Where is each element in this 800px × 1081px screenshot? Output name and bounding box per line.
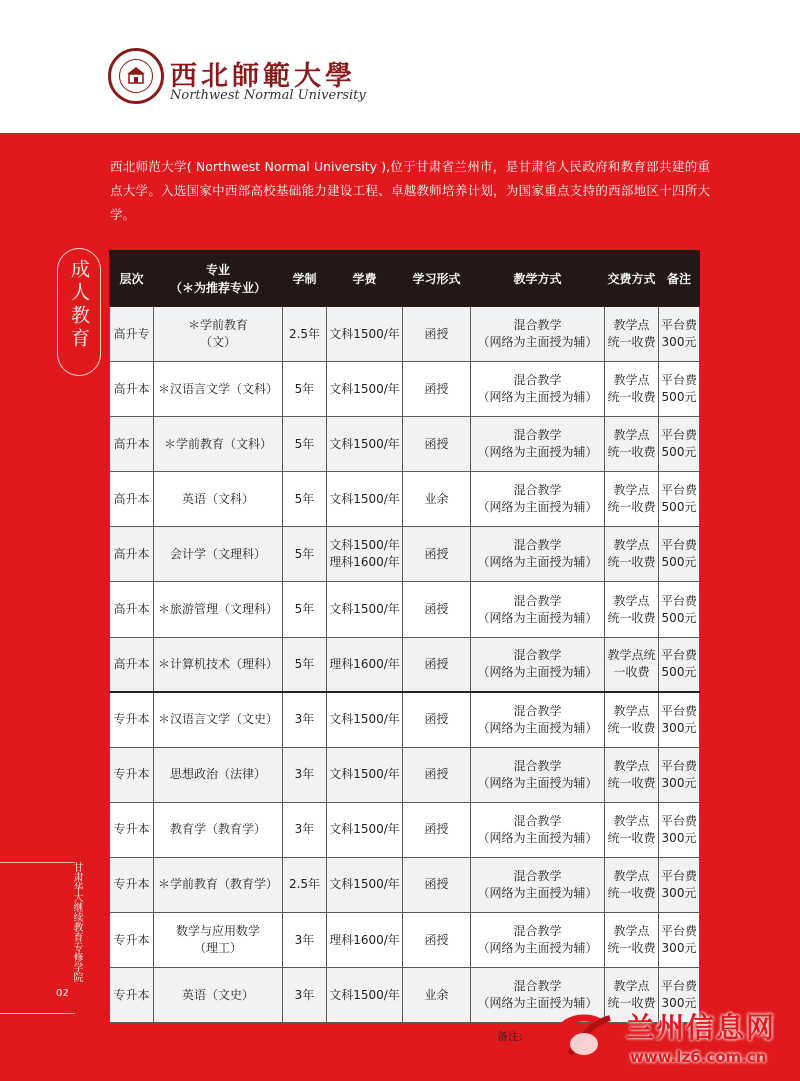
cell-study-form: 函授	[403, 307, 471, 362]
cell-teaching-mode: 混合教学 （网络为主面授为辅）	[471, 472, 605, 527]
cell-duration: 5年	[283, 527, 327, 582]
table-row	[110, 307, 700, 362]
cell-study-form: 函授	[403, 527, 471, 582]
cell-study-form: 函授	[403, 913, 471, 968]
cell-major: ＊旅游管理（文理科）	[154, 582, 283, 637]
cell-tuition: 文科1500/年	[327, 472, 403, 527]
cell-major: 英语（文史）	[154, 968, 283, 1023]
cell-study-form: 函授	[403, 692, 471, 747]
cell-payment: 教学点 统一收费	[605, 857, 659, 912]
cell-duration: 5年	[283, 472, 327, 527]
cell-major: ＊学前教育 （文）	[154, 307, 283, 362]
cell-tuition: 文科1500/年	[327, 802, 403, 857]
cell-level: 专升本	[110, 857, 154, 912]
section-badge	[57, 248, 101, 376]
cell-remarks: 平台费 300元	[659, 913, 700, 968]
section-badge-label: 成人教育	[68, 259, 90, 351]
table-row	[110, 582, 700, 637]
cell-remarks: 平台费 300元	[659, 692, 700, 747]
table-row	[110, 913, 700, 968]
cell-level: 专升本	[110, 913, 154, 968]
cell-study-form: 函授	[403, 417, 471, 472]
program-table	[109, 250, 700, 1023]
university-logo-en: Northwest Normal University	[170, 88, 366, 103]
cell-payment: 教学点 统一收费	[605, 913, 659, 968]
cell-level: 高升本	[110, 472, 154, 527]
cell-major: ＊计算机技术（理科）	[154, 637, 283, 692]
cell-payment: 教学点 统一收费	[605, 307, 659, 362]
cell-teaching-mode: 混合教学 （网络为主面授为辅）	[471, 747, 605, 802]
cell-remarks: 平台费 500元	[659, 362, 700, 417]
cell-remarks: 平台费 500元	[659, 472, 700, 527]
cell-duration: 2.5年	[283, 857, 327, 912]
cell-level: 高升本	[110, 637, 154, 692]
cell-teaching-mode: 混合教学 （网络为主面授为辅）	[471, 637, 605, 692]
cell-study-form: 函授	[403, 582, 471, 637]
cell-teaching-mode: 混合教学 （网络为主面授为辅）	[471, 913, 605, 968]
cell-duration: 5年	[283, 637, 327, 692]
header-tuition: 学费	[327, 251, 403, 307]
cell-payment: 教学点 统一收费	[605, 747, 659, 802]
side-vertical-text: 甘肃华大继续教育专修学院	[71, 862, 82, 982]
table-row	[110, 747, 700, 802]
cell-tuition: 理科1600/年	[327, 637, 403, 692]
side-divider-bottom	[0, 1013, 75, 1014]
cell-teaching-mode: 混合教学 （网络为主面授为辅）	[471, 802, 605, 857]
cell-remarks: 平台费 500元	[659, 637, 700, 692]
table-header-row	[110, 251, 700, 307]
cell-remarks: 平台费 300元	[659, 747, 700, 802]
table-row	[110, 857, 700, 912]
cell-study-form: 业余	[403, 968, 471, 1023]
cell-level: 高升专	[110, 307, 154, 362]
header-level: 层次	[110, 251, 154, 307]
cell-level: 高升本	[110, 362, 154, 417]
header-duration: 学制	[283, 251, 327, 307]
program-table-container	[109, 250, 699, 1020]
header-band	[0, 0, 800, 133]
page-number: 02	[56, 988, 69, 999]
cell-remarks: 平台费 300元	[659, 857, 700, 912]
cell-major: 数学与应用数学 （理工）	[154, 913, 283, 968]
cell-major: ＊学前教育（教育学）	[154, 857, 283, 912]
table-body	[110, 307, 700, 1023]
header-teaching-mode: 教学方式	[471, 251, 605, 307]
cell-level: 专升本	[110, 692, 154, 747]
cell-teaching-mode: 混合教学 （网络为主面授为辅）	[471, 527, 605, 582]
cell-major: 会计学（文理科）	[154, 527, 283, 582]
cell-tuition: 文科1500/年	[327, 417, 403, 472]
cell-tuition: 文科1500/年	[327, 857, 403, 912]
cell-payment: 教学点 统一收费	[605, 472, 659, 527]
cell-duration: 3年	[283, 692, 327, 747]
cell-remarks: 平台费 300元	[659, 802, 700, 857]
cell-tuition: 文科1500/年 理科1600/年	[327, 527, 403, 582]
cell-level: 专升本	[110, 968, 154, 1023]
cell-tuition: 文科1500/年	[327, 968, 403, 1023]
cell-major: ＊汉语言文学（文科）	[154, 362, 283, 417]
cell-duration: 3年	[283, 747, 327, 802]
footer-note: 备注:	[497, 1030, 523, 1043]
cell-duration: 5年	[283, 362, 327, 417]
header-study-form: 学习形式	[403, 251, 471, 307]
cell-major: ＊学前教育（文科）	[154, 417, 283, 472]
cell-duration: 3年	[283, 913, 327, 968]
cell-level: 高升本	[110, 417, 154, 472]
intro-paragraph: 西北师范大学( Northwest Normal University ),位于甘肃省兰州市，是甘肃省人民政府和教育部共建的重点大学。入选国家中西部高校基础能力建设工程、卓越教师培养计划，为国家重点支持的西部地区十四所大学。	[110, 159, 710, 222]
cell-duration: 3年	[283, 968, 327, 1023]
cell-tuition: 文科1500/年	[327, 747, 403, 802]
cell-study-form: 业余	[403, 472, 471, 527]
cell-major: ＊汉语言文学（文史）	[154, 692, 283, 747]
cell-tuition: 理科1600/年	[327, 913, 403, 968]
table-row	[110, 417, 700, 472]
cell-remarks: 平台费 500元	[659, 527, 700, 582]
site-watermark	[548, 1000, 800, 1081]
header-payment: 交费方式	[605, 251, 659, 307]
cell-tuition: 文科1500/年	[327, 582, 403, 637]
cell-payment: 教学点 统一收费	[605, 968, 659, 1023]
cell-payment: 教学点统 一收费	[605, 637, 659, 692]
cell-teaching-mode: 混合教学 （网络为主面授为辅）	[471, 692, 605, 747]
cell-level: 高升本	[110, 527, 154, 582]
cell-teaching-mode: 混合教学 （网络为主面授为辅）	[471, 582, 605, 637]
table-row	[110, 802, 700, 857]
cell-remarks: 平台费 500元	[659, 582, 700, 637]
cell-level: 专升本	[110, 802, 154, 857]
cell-payment: 教学点 统一收费	[605, 527, 659, 582]
cell-study-form: 函授	[403, 857, 471, 912]
cell-remarks: 平台费 300元	[659, 968, 700, 1023]
cell-teaching-mode: 混合教学 （网络为主面授为辅）	[471, 307, 605, 362]
cell-duration: 3年	[283, 802, 327, 857]
cell-tuition: 文科1500/年	[327, 692, 403, 747]
site-title: 兰州信息网	[626, 1011, 777, 1044]
cell-duration: 5年	[283, 582, 327, 637]
cell-teaching-mode: 混合教学 （网络为主面授为辅）	[471, 968, 605, 1023]
table-row	[110, 472, 700, 527]
header-remarks: 备注	[659, 251, 700, 307]
cell-remarks: 平台费 300元	[659, 307, 700, 362]
cell-teaching-mode: 混合教学 （网络为主面授为辅）	[471, 417, 605, 472]
cell-major: 思想政治（法律）	[154, 747, 283, 802]
table-row	[110, 637, 700, 692]
site-logo-icon	[548, 1004, 622, 1076]
cell-study-form: 函授	[403, 637, 471, 692]
cell-tuition: 文科1500/年	[327, 362, 403, 417]
cell-payment: 教学点 统一收费	[605, 802, 659, 857]
cell-teaching-mode: 混合教学 （网络为主面授为辅）	[471, 362, 605, 417]
header-major: 专业 （＊为推荐专业）	[154, 251, 283, 307]
cell-teaching-mode: 混合教学 （网络为主面授为辅）	[471, 857, 605, 912]
cell-duration: 5年	[283, 417, 327, 472]
cell-payment: 教学点 统一收费	[605, 417, 659, 472]
university-seal-icon	[108, 48, 164, 104]
cell-payment: 教学点 统一收费	[605, 362, 659, 417]
cell-major: 教育学（教育学）	[154, 802, 283, 857]
cell-tuition: 文科1500/年	[327, 307, 403, 362]
site-url: www.lz6.com.cn	[630, 1048, 767, 1066]
cell-major: 英语（文科）	[154, 472, 283, 527]
cell-study-form: 函授	[403, 747, 471, 802]
cell-study-form: 函授	[403, 802, 471, 857]
cell-payment: 教学点 统一收费	[605, 692, 659, 747]
cell-payment: 教学点 统一收费	[605, 582, 659, 637]
cell-level: 专升本	[110, 747, 154, 802]
cell-level: 高升本	[110, 582, 154, 637]
university-logo-cn: 西北師範大學	[170, 61, 356, 92]
cell-remarks: 平台费 500元	[659, 417, 700, 472]
cell-study-form: 函授	[403, 362, 471, 417]
table-row	[110, 362, 700, 417]
table-row	[110, 692, 700, 747]
table-row	[110, 527, 700, 582]
cell-duration: 2.5年	[283, 307, 327, 362]
